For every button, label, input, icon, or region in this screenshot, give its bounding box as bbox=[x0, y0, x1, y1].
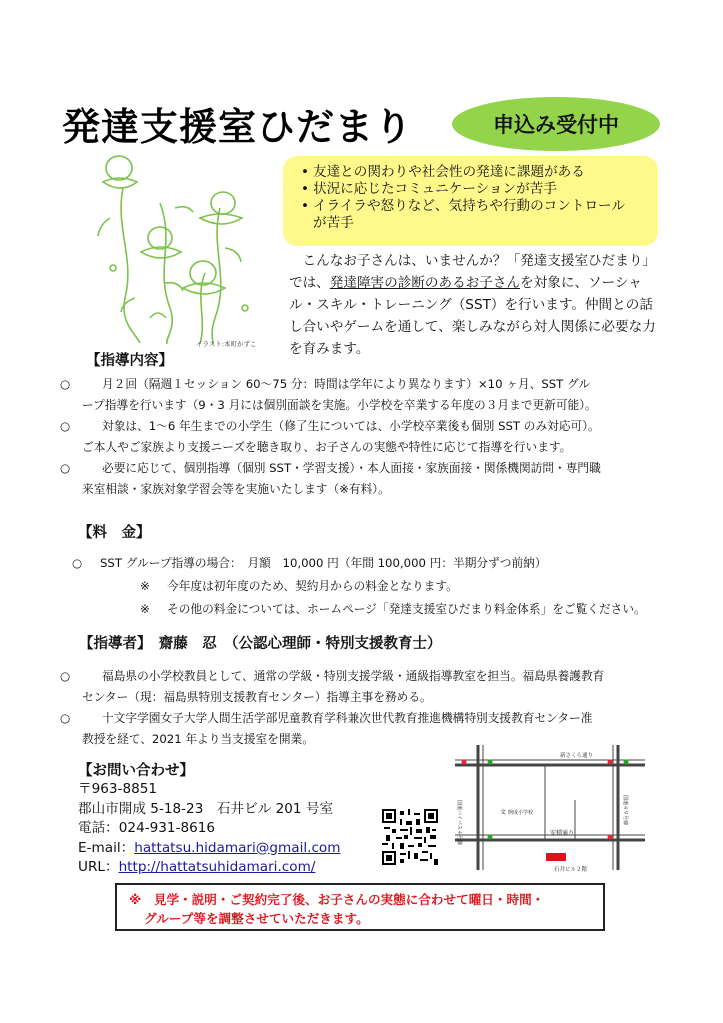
fees-heading: 【料 金】 bbox=[78, 525, 151, 541]
footer-text-1: 見学・説明・ご契約完了後、お子さんの実態に合わせて曜日・時間・ bbox=[153, 892, 545, 907]
bullet-circle-icon: ○ bbox=[60, 419, 71, 433]
map-label-destination: 石井ビル２階 bbox=[554, 867, 588, 873]
fees-note-text: 今年度は初年度のため、契約月からの料金となります。 bbox=[167, 579, 458, 593]
url-row bbox=[78, 858, 398, 878]
instructor-heading: 【指導者】 齋藤 忍 （公認心理師・特別支援教育士） bbox=[79, 636, 442, 652]
email-row bbox=[78, 839, 398, 859]
map-label-bottom-street: 安積通り bbox=[550, 830, 575, 837]
intro-target-underlined: 発達障害の診断のあるお子さん bbox=[329, 275, 521, 291]
bullet-circle-icon: ○ bbox=[60, 377, 71, 391]
url-label: URL： bbox=[78, 859, 119, 875]
fees-block bbox=[72, 553, 692, 620]
footer-line-2: グループ等を調整させていただきます。 bbox=[144, 911, 369, 926]
children-plants-illustration bbox=[95, 148, 285, 348]
bullet-circle-icon: ○ bbox=[60, 711, 71, 725]
bullet-circle-icon: ○ bbox=[60, 669, 71, 683]
note-mark-icon: ※ bbox=[129, 892, 142, 907]
qr-code[interactable] bbox=[382, 809, 438, 865]
intro-text-2: を対象に、ソーシャル・スキル・トレーニング（SST）を行います。仲間との話し合いやゲームを通して、楽しみながら対人関係に必要な力を育みます。 bbox=[289, 275, 656, 357]
fees-text: SST グループ指導の場合： 月額 10,000 円（年間 100,000 円：半期分ずつ前納） bbox=[100, 556, 547, 570]
page-title: 発達支援室ひだまり bbox=[62, 105, 414, 149]
fees-note bbox=[72, 599, 692, 620]
footer-line-1 bbox=[129, 890, 593, 909]
instructor-item-line: センター（現：福島県特別支援教育センター）指導主事を務める。 bbox=[82, 690, 432, 704]
postal-code: 〒963-8851 bbox=[78, 781, 158, 797]
destination-marker bbox=[546, 853, 566, 861]
guidance-list bbox=[60, 374, 680, 500]
note-mark-icon: ※ bbox=[140, 602, 150, 616]
contact-block bbox=[78, 780, 398, 878]
guidance-heading: 【指導内容】 bbox=[86, 353, 173, 369]
website-link[interactable]: http://hattatsuhidamari.com/ bbox=[118, 859, 316, 875]
email-label: E-mail： bbox=[78, 839, 135, 856]
bullet-circle-icon: ○ bbox=[72, 556, 83, 570]
map-label-top-street: 新さくら通り bbox=[560, 753, 594, 759]
guidance-item-line: ご本人やご家族より支援ニーズを聴き取り、お子さんの実態や特性に応じて指導を行います。 bbox=[82, 440, 572, 454]
qr-code-graphic bbox=[382, 809, 438, 865]
guidance-item-line: ープ指導を行います（9・3 月には個別面談を実施。小学校を卒業する年度の３月まで更新可能）。 bbox=[82, 398, 597, 412]
note-mark-icon: ※ bbox=[140, 579, 150, 593]
map-label-right-road: 国道４９号線 bbox=[622, 795, 628, 826]
guidance-item bbox=[60, 416, 680, 458]
concern-item: • 状況に応じたコミュニケーションが苦手 bbox=[301, 181, 646, 198]
guidance-item-line: 月２回（隔週１セッション 60～75 分：時間は学年により異なります）×10 ヶ月、SST グル bbox=[102, 377, 591, 391]
intro-paragraph bbox=[289, 250, 659, 360]
instructor-item bbox=[60, 666, 685, 708]
fees-note bbox=[72, 576, 692, 597]
concern-item: • 友達との関わりや社会性の発達に課題がある bbox=[301, 164, 646, 181]
guidance-item bbox=[60, 374, 680, 416]
intro-text-1: こんなお子さんは、いませんか？「発達支援室ひだまり」では、 bbox=[289, 253, 657, 291]
fees-line bbox=[72, 553, 692, 574]
guidance-item bbox=[60, 458, 680, 500]
illustration-credit: イラスト:本町かずこ bbox=[196, 340, 257, 348]
instructor-list bbox=[60, 666, 685, 750]
instructor-item-line: 十文字学園女子大学人間生活学部児童教育学科兼次世代教育推進機構特別支援教育センター准 bbox=[102, 711, 593, 725]
guidance-item-line: 来室相談・家族対象学習会等を実施いたします（※有料）。 bbox=[82, 482, 390, 496]
guidance-item-line: 対象は、1～6 年生までの小学生（修了生については、小学校卒業後も個別 SST のみ対応可）。 bbox=[102, 419, 600, 433]
fees-note-text: その他の料金については、ホームページ「発達支援室ひだまり料金体系」をご覧ください。 bbox=[167, 602, 646, 616]
email-link[interactable]: hattatsu.hidamari@gmail.com bbox=[134, 839, 341, 856]
concern-item: • イライラや怒りなど、気持ちや行動のコントロール bbox=[301, 198, 646, 215]
map-label-school: 開成小学校 bbox=[508, 810, 534, 816]
bullet-circle-icon: ○ bbox=[60, 461, 71, 475]
instructor-item-line: 教授を経て、2021 年より当支援室を開業。 bbox=[82, 732, 314, 746]
application-open-badge: 申込み受付中 bbox=[452, 97, 660, 151]
contact-heading: 【お問い合わせ】 bbox=[78, 763, 194, 779]
phone: 電話：024-931-8616 bbox=[78, 820, 216, 836]
map-school-mark: 文 bbox=[500, 809, 507, 816]
map-label-left-road: 国道バイパス４号線 bbox=[456, 800, 462, 845]
location-map bbox=[450, 740, 650, 875]
guidance-item-line: 必要に応じて、個別指導（個別 SST・学習支援）・本人面接・家族面接・関係機関訪問・専門職 bbox=[102, 461, 601, 475]
instructor-item-line: 福島県の小学校教員として、通常の学級・特別支援学級・通級指導教室を担当。福島県養護教育 bbox=[102, 669, 605, 683]
concern-item-continuation: が苦手 bbox=[313, 215, 354, 231]
address: 郡山市開成 5-18-23 石井ビル 201 号室 bbox=[78, 800, 334, 817]
concerns-box bbox=[283, 156, 658, 246]
footer-notice bbox=[115, 883, 605, 931]
